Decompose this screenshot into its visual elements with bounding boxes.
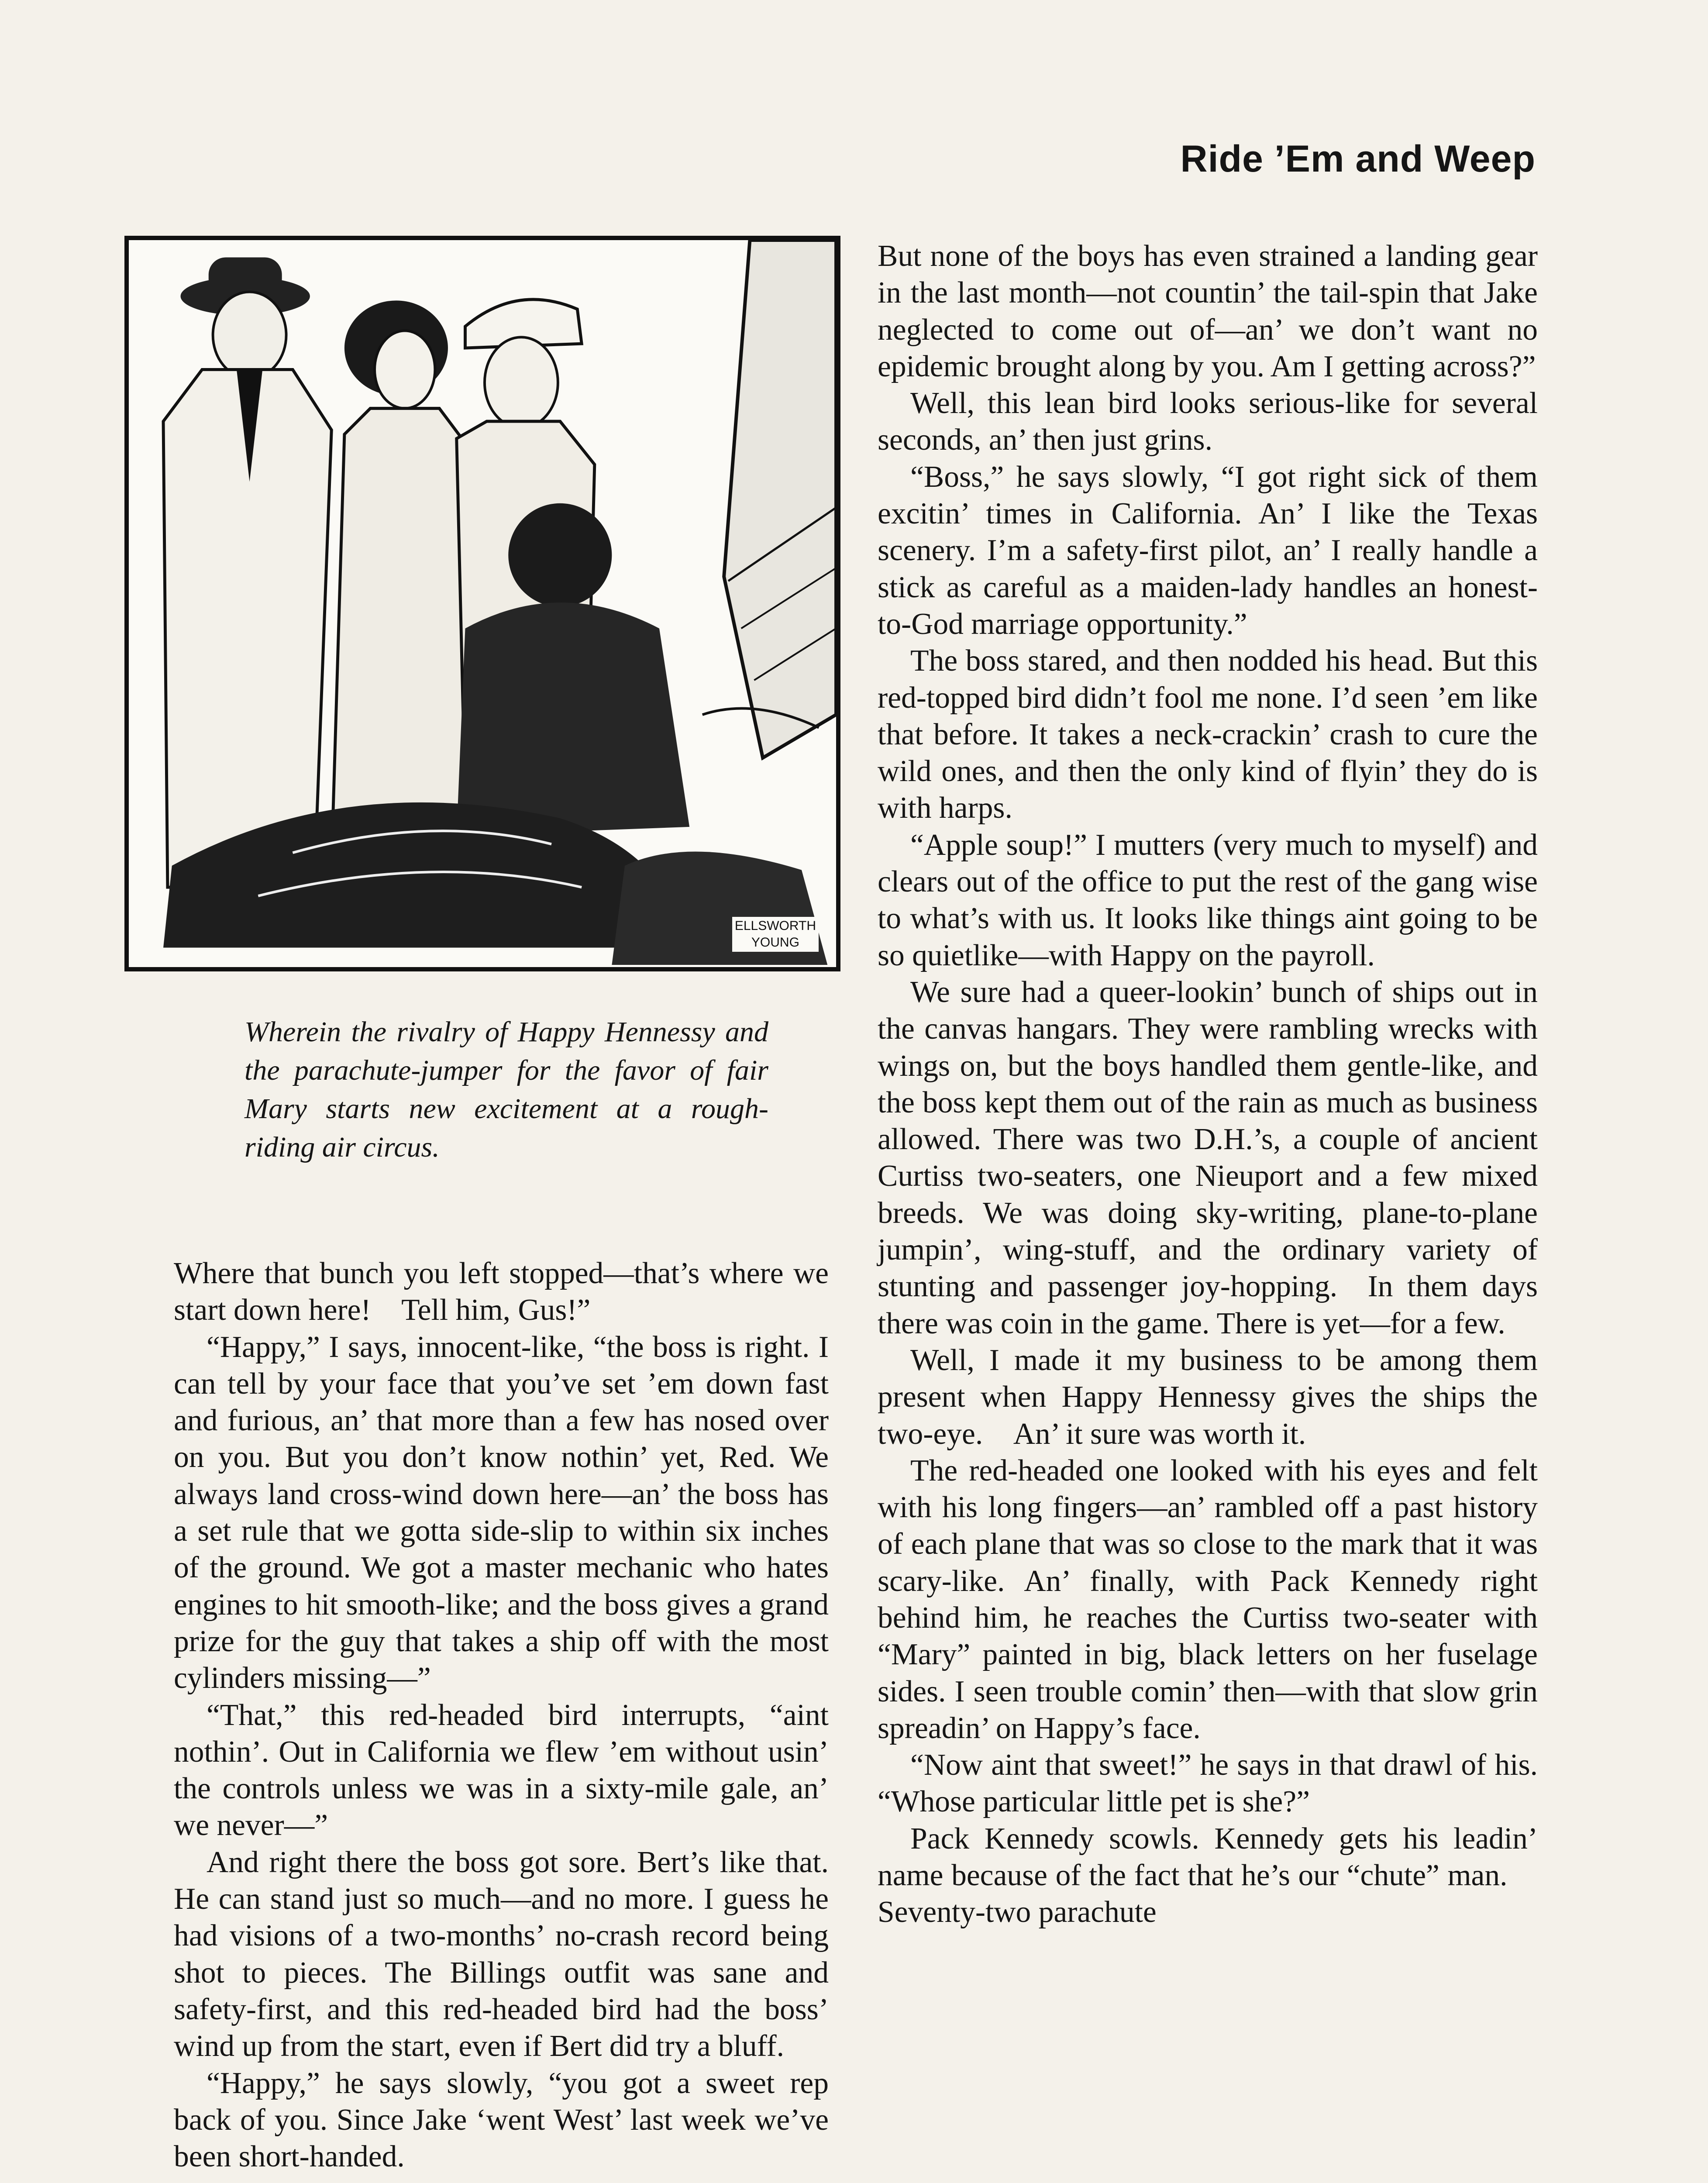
paragraph: “Happy,” I says, innocent-like, “the boss is right. I can tell by your face that you’ve set ’em down fast and furious, an’ that more than a few has nosed over on you. But you don’t know nothin’ yet, Red. We always land cross-wind down here—an’ the boss has a set rule that we gotta side-slip to within six inches of the ground. We got a master mechanic who hates engines to hit smooth-like; and the boss gives a grand prize for the guy that takes a ship off with the most cylinders missing—” bbox=[174, 1330, 829, 1695]
illustration-drawing bbox=[129, 240, 836, 967]
left-text-column bbox=[174, 1255, 829, 2175]
paragraph: Well, I made it my business to be among them present when Happy Hennessy gives the ships the two-eye. An’ it sure was worth it. bbox=[878, 1343, 1538, 1451]
paragraph: “Apple soup!” I mutters (very much to myself) and clears out of the office to put the rest of the gang wise to what’s with us. It looks like things aint going to be so quietlike—with Happy on the payroll. bbox=[878, 828, 1538, 972]
paragraph: The boss stared, and then nodded his head. But this red-topped bird didn’t fool me none. I’d seen ’em like that before. It takes a neck-crackin’ crash to cure the wild ones, and then the only kind of flyin’ they do is with harps. bbox=[878, 644, 1538, 825]
paragraph: Pack Kennedy scowls. Kennedy gets his leadin’ name because of the fact that he’s our “chute” man. Seventy-two parachute bbox=[878, 1821, 1538, 1929]
paragraph: “Boss,” he says slowly, “I got right sick of them excitin’ times in California. An’ I like the Texas scenery. I’m a safety-first pilot, an’ I really handle a stick as careful as a maiden-lady handles an honest-to-God marriage opportunity.” bbox=[878, 460, 1538, 641]
paragraph: Where that bunch you left stopped—that’s where we start down here! Tell him, Gus!” bbox=[174, 1257, 829, 1327]
illustration-caption: Wherein the rivalry of Happy Hennessy and the parachute-jumper for the favor of fair Mary starts new excitement at a rough-riding air circus. bbox=[244, 1016, 768, 1163]
artist-signature: ELLSWORTH YOUNG bbox=[732, 917, 819, 952]
paragraph: But none of the boys has even strained a landing gear in the last month—not countin’ the tail-spin that Jake neglected to come out of—an’ we don’t want no epidemic brought along by you. Am I getting across?” bbox=[878, 239, 1538, 383]
right-text-column bbox=[878, 238, 1538, 1931]
paragraph: “Happy,” he says slowly, “you got a sweet rep back of you. Since Jake ‘went West’ last week we’ve been short-handed. bbox=[174, 2066, 829, 2174]
paragraph: Well, this lean bird looks serious-like for several seconds, an’ then just grins. bbox=[878, 386, 1538, 457]
paragraph: And right there the boss got sore. Bert’s like that. He can stand just so much—and no more. I guess he had visions of a two-months’ no-crash record being shot to pieces. The Billings outfit was sane and safety-first, and this red-headed bird had the boss’ wind up from the start, even if Bert did try a bluff. bbox=[174, 1845, 829, 2063]
paragraph: “Now aint that sweet!” he says in that drawl of his. “Whose particular little pet is she?” bbox=[878, 1748, 1538, 1819]
paragraph: The red-headed one looked with his eyes and felt with his long fingers—an’ rambled off a past history of each plane that was so close to the mark that it was scary-like. An’ finally, with Pack Kennedy right behind him, he reaches the Curtiss two-seater with “Mary” painted in big, black letters on her fuselage sides. I seen trouble comin’ then—with that slow grin spreadin’ on Happy’s face. bbox=[878, 1453, 1538, 1745]
story-illustration bbox=[124, 236, 840, 971]
paragraph: We sure had a queer-lookin’ bunch of ships out in the canvas hangars. They were rambling wrecks with wings on, but the boys handled them gentle-like, and the boss kept them out of the rain as much as business allowed. There was two D.H.’s, a couple of ancient Curtiss two-seaters, one Nieuport and a few mixed breeds. We was doing sky-writing, plane-to-plane jumpin’, wing-stuff, and the ordinary variety of stunting and passenger joy-hopping. In them days there was coin in the game. There is yet—for a few. bbox=[878, 975, 1538, 1340]
paragraph: “That,” this red-headed bird interrupts, “aint nothin’. Out in California we flew ’em without usin’ the controls unless we was in a sixty-mile gale, an’ we never—” bbox=[174, 1698, 829, 1842]
running-header: Ride ’Em and Weep bbox=[1180, 138, 1536, 180]
